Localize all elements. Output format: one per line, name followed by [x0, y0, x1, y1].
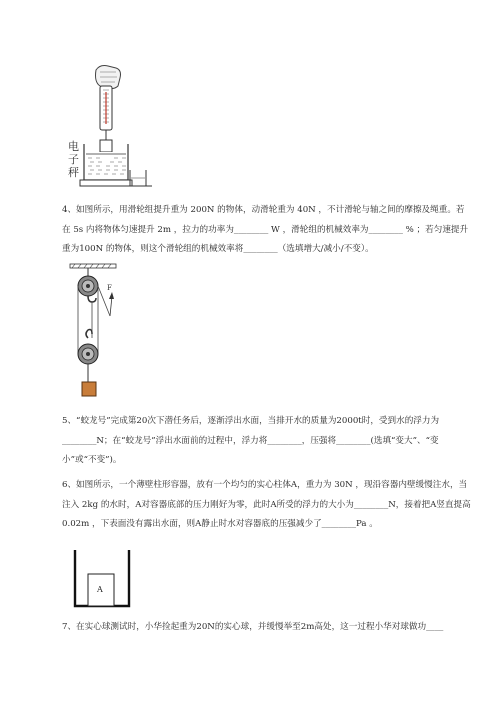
question-4 — [62, 201, 472, 260]
question-7-text: 7、在实心球测试时，小华捡起重为20N的实心球，并缓慢举至2m高处，这一过程小华对球做功____ — [62, 622, 444, 632]
block-a-label: A — [97, 585, 103, 594]
figure-container-block — [72, 548, 134, 610]
figure-pulley-system — [66, 262, 122, 400]
question-6 — [62, 476, 472, 535]
question-6-text: 6、如图所示，一个薄壁柱形容器，放有一个均匀的实心柱体A，重力为 30N ，现沿容器内壁缓慢注水，当注入 2kg 的水时，A对容器底部的压力刚好为零，此时A所受的浮力的大小为________N，接着把A竖直提高 0.02m ，下表面没有露出水面，则A静止时水对容器底的压强减少了________Pa 。 — [62, 480, 471, 529]
scale-label-char: 秤 — [68, 166, 79, 179]
pulley-force-label: F — [107, 284, 112, 292]
question-4-text: 4、如图所示，用滑轮组提升重为 200N 的物体，动滑轮重为 40N ，不计滑轮与轴之间的摩擦及绳重。若在 5s 内将物体匀速提升 2m ，拉力的功率为________ W ，滑轮组的机械效率为________ % ；若匀速提升重为100N 的物体，则这个滑轮组的机械效率将________（选填增大/减小/不变）。 — [62, 205, 469, 254]
scale-label-char: 子 — [68, 153, 79, 166]
question-5-text: 5、“蛟龙号”完成第20次下潜任务后，逐渐浮出水面，当排开水的质量为2000t时，受到水的浮力为________N；在“蛟龙号”浮出水面前的过程中，浮力将________，压强将________(选填“变大”、“变小”或“不变”)。 — [62, 416, 440, 465]
scale-label — [68, 140, 79, 179]
question-7 — [62, 618, 472, 638]
scale-label-char: 电 — [68, 140, 79, 153]
question-5 — [62, 412, 472, 471]
